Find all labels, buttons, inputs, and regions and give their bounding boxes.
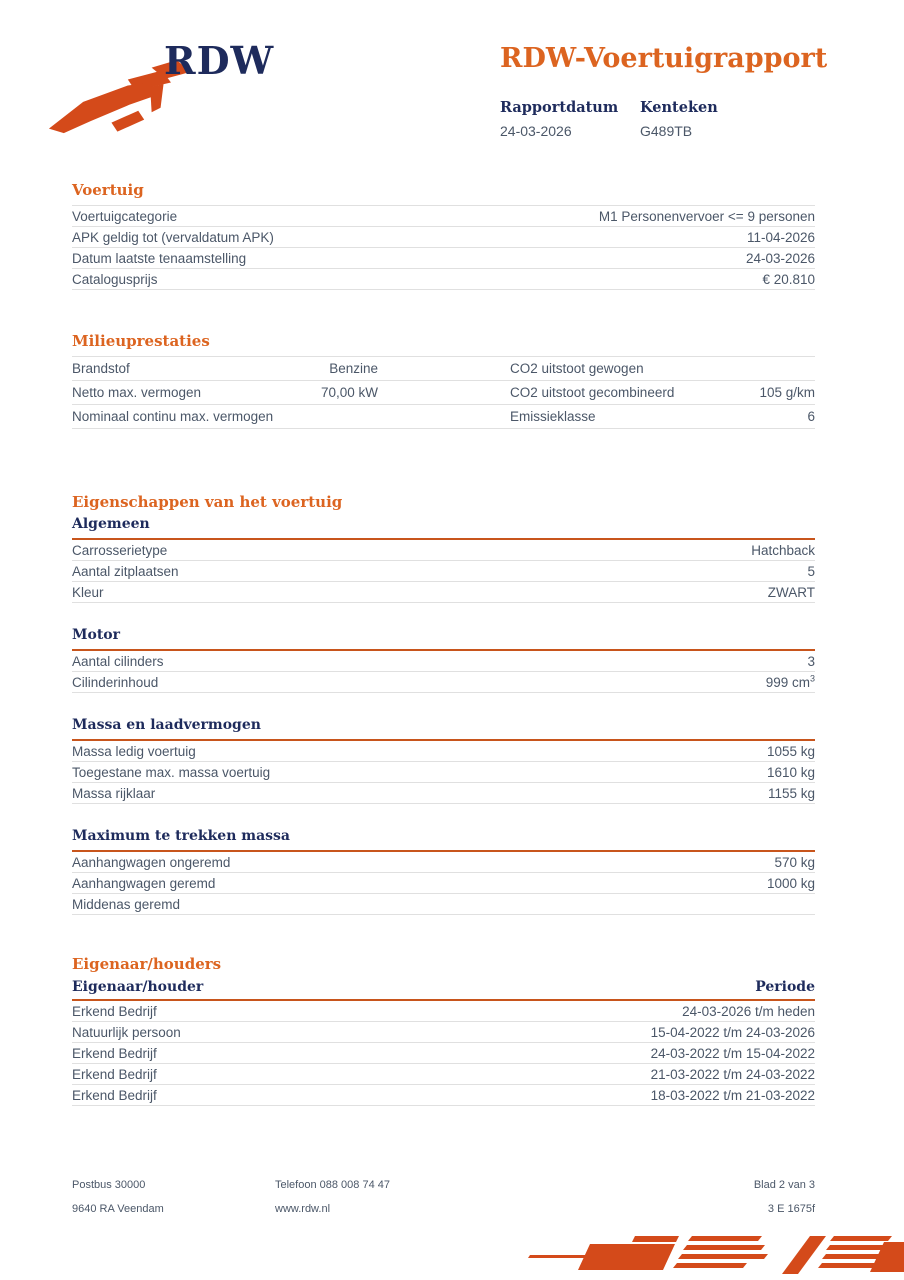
table-row	[72, 405, 815, 429]
period-cell: 15-04-2022 t/m 24-03-2026	[650, 1024, 815, 1040]
table-row	[72, 651, 815, 672]
row-value: 1055 kg	[766, 743, 815, 759]
row-label: Massa rijklaar	[72, 785, 156, 801]
voertuig-table	[72, 205, 815, 290]
row-label: Middenas geremd	[72, 896, 181, 912]
row-label: Toegestane max. massa voertuig	[72, 764, 271, 780]
row-value: 1610 kg	[766, 764, 815, 780]
table-row	[72, 1085, 815, 1106]
title-block	[500, 43, 840, 139]
report-meta	[500, 99, 840, 139]
owner-cell: Erkend Bedrijf	[72, 1066, 157, 1082]
row-label: Aanhangwagen geremd	[72, 875, 216, 891]
table-row	[72, 582, 815, 603]
table-row	[72, 852, 815, 873]
table-row	[72, 1022, 815, 1043]
footer-website: www.rdw.nl	[275, 1203, 331, 1215]
section-eigenschappen	[72, 494, 815, 915]
owner-cell: Erkend Bedrijf	[72, 1003, 157, 1019]
row-label: Brandstof	[72, 361, 130, 376]
report-date-block	[500, 99, 640, 139]
period-cell: 21-03-2022 t/m 24-03-2022	[650, 1066, 815, 1082]
subsection-title-motor: Motor	[72, 627, 815, 651]
table-row	[72, 873, 815, 894]
row-value: 11-04-2026	[746, 229, 815, 245]
table-row	[72, 741, 815, 762]
table-row	[72, 762, 815, 783]
table-row	[72, 672, 815, 693]
row-label: Massa ledig voertuig	[72, 743, 196, 759]
license-plate-block	[640, 99, 780, 139]
row-value: 3	[807, 653, 815, 669]
row-label: Datum laatste tenaamstelling	[72, 250, 247, 266]
superscript: 3	[809, 673, 815, 683]
row-value: 1000 kg	[766, 875, 815, 891]
owner-cell: Natuurlijk persoon	[72, 1024, 181, 1040]
page-title: RDW-Voertuigrapport	[500, 43, 828, 74]
section-title-milieuprestaties: Milieuprestaties	[72, 332, 210, 350]
table-row	[72, 1064, 815, 1085]
row-label: Aantal zitplaatsen	[72, 563, 179, 579]
period-cell: 24-03-2022 t/m 15-04-2022	[650, 1045, 815, 1061]
section-title-eigenschappen: Eigenschappen van het voertuig	[72, 493, 343, 511]
row-label: Emissieklasse	[510, 409, 596, 424]
footer-address-line1: Postbus 30000	[72, 1179, 146, 1191]
rdw-logo	[40, 34, 275, 139]
owner-table-header	[72, 979, 815, 1001]
section-eigenaar-houders	[72, 956, 815, 1106]
table-row	[72, 561, 815, 582]
table-row	[72, 381, 815, 405]
row-value: 24-03-2026	[745, 250, 815, 266]
row-value: € 20.810	[762, 271, 815, 287]
row-label: Aantal cilinders	[72, 653, 164, 669]
row-label: CO2 uitstoot gecombineerd	[510, 385, 675, 400]
row-value: ZWART	[767, 584, 815, 600]
report-date-label: Rapportdatum	[500, 99, 619, 116]
row-label: Carrosserietype	[72, 542, 168, 558]
table-row	[72, 357, 815, 381]
row-label: CO2 uitstoot gewogen	[510, 361, 644, 376]
section-title-voertuig: Voertuig	[72, 181, 144, 199]
footer-phone: Telefoon 088 008 74 47	[275, 1179, 390, 1191]
table-row	[72, 248, 815, 269]
row-value: 6	[807, 409, 815, 424]
row-label: Cilinderinhoud	[72, 674, 159, 690]
rdw-logo-text: RDW	[164, 38, 275, 83]
subsection-algemeen	[72, 516, 815, 603]
row-label: Nominaal continu max. vermogen	[72, 409, 274, 424]
section-milieuprestaties	[72, 333, 815, 429]
milieu-table	[72, 356, 815, 429]
column-header-period: Periode	[755, 979, 815, 995]
row-label: Netto max. vermogen	[72, 385, 202, 400]
report-content	[72, 182, 815, 1106]
row-value: Hatchback	[751, 542, 815, 558]
report-date-value: 24-03-2026	[500, 123, 572, 139]
license-plate-value: G489TB	[640, 123, 693, 139]
row-value: Benzine	[329, 361, 378, 376]
report-footer	[72, 1179, 815, 1215]
row-value: 70,00 kW	[320, 385, 378, 400]
subsection-title-massa: Massa en laadvermogen	[72, 717, 815, 741]
row-value: 570 kg	[774, 854, 815, 870]
row-value: 5	[807, 563, 815, 579]
owner-cell: Erkend Bedrijf	[72, 1087, 157, 1103]
row-label: Voertuigcategorie	[72, 208, 178, 224]
rdw-stripes-graphic	[520, 1234, 904, 1278]
row-value: 999 $cm^3$	[765, 673, 815, 690]
table-row	[72, 1043, 815, 1064]
column-header-owner: Eigenaar/houder	[72, 979, 204, 995]
row-value: M1 Personenvervoer <= 9 personen	[598, 208, 815, 224]
row-value: 1155 kg	[767, 785, 815, 801]
table-row	[72, 894, 815, 915]
subsection-title-trekken-massa: Maximum te trekken massa	[72, 828, 815, 852]
section-voertuig	[72, 182, 815, 290]
section-title-eigenaar-houders: Eigenaar/houders	[72, 955, 222, 973]
table-row	[72, 206, 815, 227]
footer-page-indicator: Blad 2 van 3	[753, 1179, 815, 1191]
row-label: Kleur	[72, 584, 104, 600]
table-row	[72, 269, 815, 290]
footer-address-line2: 9640 RA Veendam	[72, 1203, 164, 1215]
subsection-massa	[72, 717, 815, 804]
period-cell: 18-03-2022 t/m 21-03-2022	[650, 1087, 815, 1103]
period-cell: 24-03-2026 t/m heden	[682, 1003, 815, 1019]
report-header	[0, 0, 904, 182]
subsection-title-algemeen: Algemeen	[72, 516, 815, 540]
table-row	[72, 1001, 815, 1022]
table-row	[72, 227, 815, 248]
table-row	[72, 783, 815, 804]
owner-cell: Erkend Bedrijf	[72, 1045, 157, 1061]
row-label: Catalogusprijs	[72, 271, 158, 287]
subsection-motor	[72, 627, 815, 693]
table-row	[72, 540, 815, 561]
row-label: APK geldig tot (vervaldatum APK)	[72, 229, 274, 245]
row-label: Aanhangwagen ongeremd	[72, 854, 231, 870]
row-value: 105 g/km	[759, 385, 815, 400]
license-plate-label: Kenteken	[640, 99, 718, 116]
subsection-trekken-massa	[72, 828, 815, 915]
footer-doc-code: 3 E 1675f	[767, 1203, 815, 1215]
